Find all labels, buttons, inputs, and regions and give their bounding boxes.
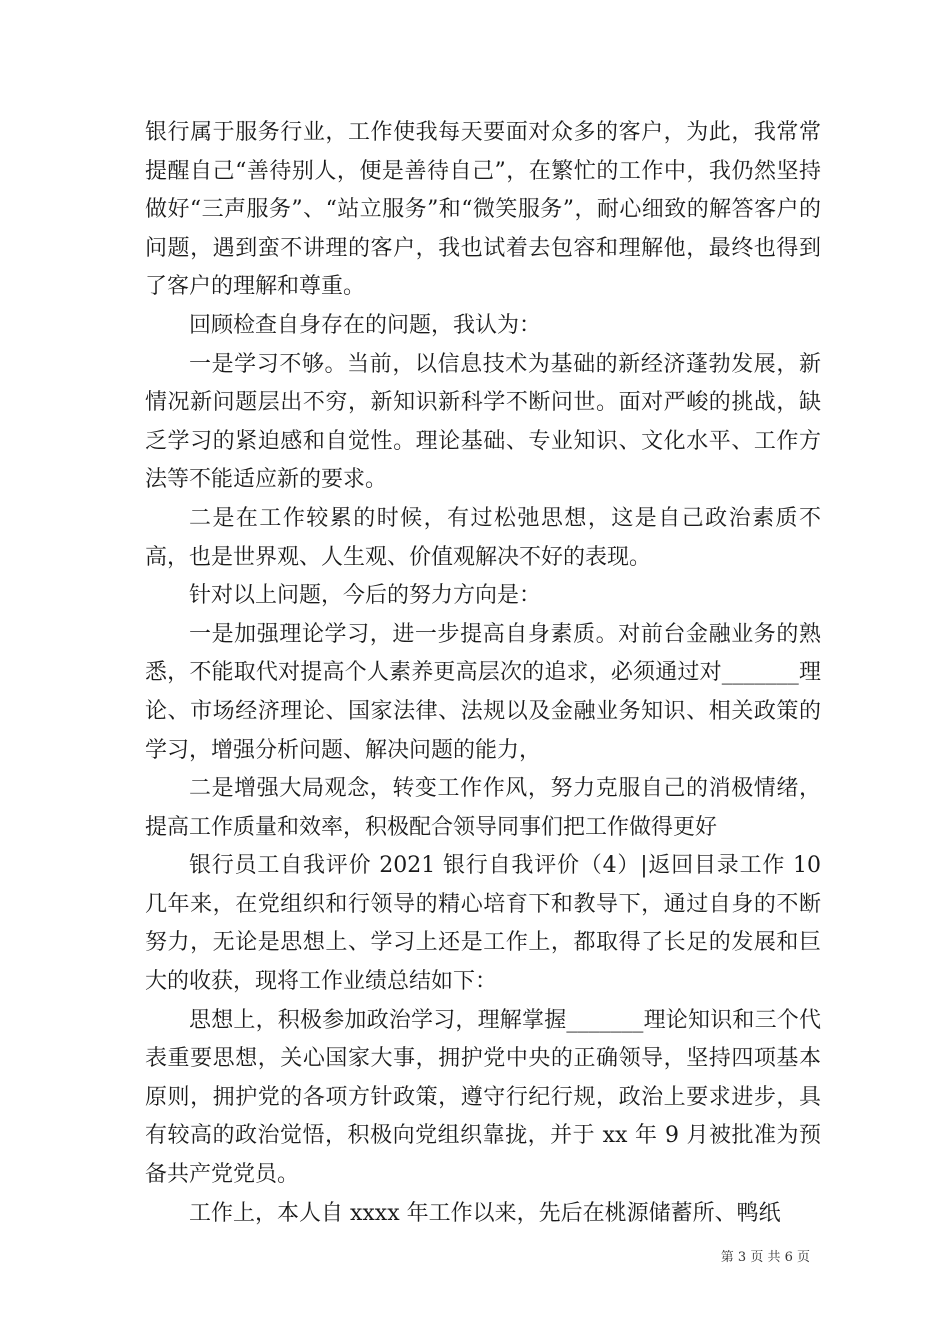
paragraph-1: 银行属于服务行业，工作使我每天要面对众多的客户，为此，我常常提醒自己“善待别人，便是善待自己”，在繁忙的工作中，我仍然坚持做好“三声服务”、“站立服务”和“微笑服务”，耐心细致的解答客户的问题，遇到蛮不讲理的客户，我也试着去包容和理解他，最终也得到了客户的理解和尊重。 [145,120,821,300]
paragraph-5: 针对以上问题，今后的努力方向是： [189,583,542,609]
paragraph-7: 二是增强大局观念，转变工作作风，努力克服自己的消极情绪，提高工作质量和效率，积极配合领导同事们把工作做得更好 [145,776,821,840]
paragraph-4: 二是在工作较累的时候，有过松弛思想，这是自己政治素质不高，也是世界观、人生观、价值观解决不好的表现。 [145,505,821,570]
paragraph-3: 一是学习不够。当前，以信息技术为基础的新经济蓬勃发展，新情况新问题层出不穷，新知识新科学不断问世。面对严峻的挑战，缺乏学习的紧迫感和自觉性。理论基础、专业知识、文化水平、工作方法等不能适应新的要求。 [145,351,821,493]
document-body [145,114,821,1233]
paragraph-10: 工作上，本人自 xxxx 年工作以来，先后在桃源储蓄所、鸭纸 [189,1200,781,1226]
page-number-footer: 第 3 页 共 6 页 [720,1250,810,1265]
paragraph-9: 思想上，积极参加政治学习，理解掌握_______理论知识和三个代表重要思想，关心国家大事，拥护党中央的正确领导，坚持四项基本原则，拥护党的各项方针政策，遵守行纪行规，政治上要求进步，具有较高的政治觉悟，积极向党组织靠拢，并于 xx 年 9 月被批准为预备共产党党员。 [145,1007,821,1188]
paragraph-8: 银行员工自我评价 2021 银行自我评价（4）|返回目录工作 10 几年来，在党组织和行领导的精心培育下和教导下，通过自身的不断努力，无论是思想上、学习上还是工作上，都取得了长足的发展和巨大的收获，现将工作业绩总结如下： [145,853,821,995]
paragraph-6: 一是加强理论学习，进一步提高自身素质。对前台金融业务的熟悉，不能取代对提高个人素养更高层次的追求，必须通过对_______理论、市场经济理论、国家法律、法规以及金融业务知识、相关政策的学习，增强分析问题、解决问题的能力， [145,621,821,763]
paragraph-2: 回顾检查自身存在的问题，我认为： [189,312,542,338]
